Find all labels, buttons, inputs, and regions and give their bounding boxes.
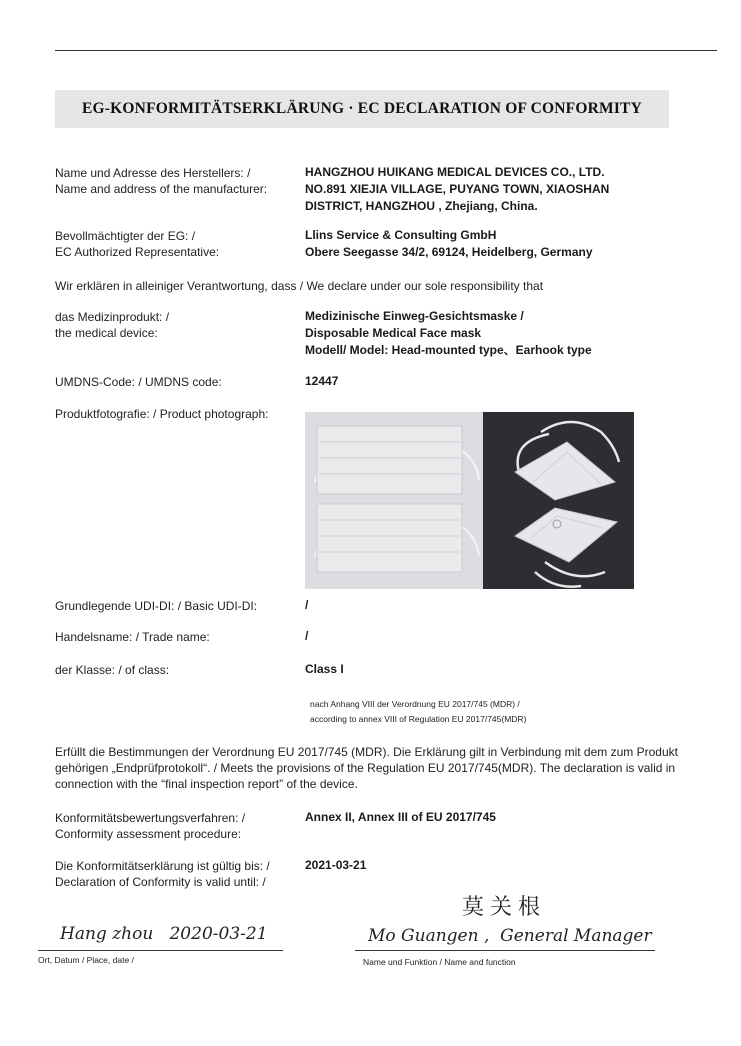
validity-label-de: Die Konformitätserklärung ist gültig bis: / (55, 859, 270, 873)
name-function-rule (355, 950, 655, 951)
document-title: EG-KONFORMITÄTSERKLÄRUNG · EC DECLARATION OF CONFORMITY (82, 100, 642, 117)
device-line-3: Modell/ Model: Head-mounted type、Earhook type (305, 343, 592, 357)
fulfils-line-2: gehörigen „Endprüfprotokoll“. / Meets the provisions of the Regulation EU 2017/745(MDR). The declaration is valid in (55, 761, 676, 775)
name-function-handwritten: Mo Guangen , General Manager (368, 926, 652, 946)
manufacturer-line-3: DISTRICT, HANGZHOU , Zhejiang, China. (305, 199, 538, 213)
udi-label: Grundlegende UDI-DI: / Basic UDI-DI: (55, 599, 258, 613)
assessment-label-en: Conformity assessment procedure: (55, 827, 242, 841)
top-rule (55, 50, 717, 51)
name-function-caption: Name und Funktion / Name and function (363, 957, 516, 967)
validity-value: 2021-03-21 (305, 858, 367, 872)
manufacturer-label-en: Name and address of the manufacturer: (55, 182, 268, 196)
fulfils-line-3: connection with the “final inspection report” of the device. (55, 777, 358, 791)
place-date-handwritten: Hang zhou 2020-03-21 (60, 924, 268, 944)
device-line-1: Medizinische Einweg-Gesichtsmaske / (305, 309, 524, 323)
trade-name-value: / (305, 629, 309, 643)
umdns-label: UMDNS-Code: / UMDNS code: (55, 375, 222, 389)
manufacturer-label-de: Name und Adresse des Herstellers: / (55, 166, 251, 180)
representative-line-2: Obere Seegasse 34/2, 69124, Heidelberg, Germany (305, 245, 593, 259)
place-date-caption: Ort, Datum / Place, date / (38, 955, 134, 965)
trade-name-label: Handelsname: / Trade name: (55, 630, 210, 644)
fulfils-line-1: Erfüllt die Bestimmungen der Verordnung EU 2017/745 (MDR). Die Erklärung gilt in Verbindung mit dem zum Produkt (55, 745, 678, 759)
place-date-rule (38, 950, 283, 951)
title-band (55, 90, 669, 128)
class-label: der Klasse: / of class: (55, 663, 170, 677)
chinese-signature: 莫关根 (462, 895, 547, 920)
photo-label: Produktfotografie: / Product photograph: (55, 407, 269, 421)
representative-label-de: Bevollmächtigter der EG: / (55, 229, 196, 243)
class-value: Class I (305, 662, 344, 676)
declaration-line: Wir erklären in alleiniger Verantwortung, dass / We declare under our sole responsibility that (55, 279, 544, 293)
representative-label-en: EC Authorized Representative: (55, 245, 220, 259)
manufacturer-line-2: NO.891 XIEJIA VILLAGE, PUYANG TOWN, XIAOSHAN (305, 182, 610, 196)
device-label-de: das Medizinprodukt: / (55, 310, 170, 324)
validity-label-en: Declaration of Conformity is valid until: / (55, 875, 266, 889)
device-label-en: the medical device: (55, 326, 158, 340)
assessment-value: Annex II, Annex III of EU 2017/745 (305, 810, 496, 824)
product-photograph (305, 412, 634, 589)
manufacturer-line-1: HANGZHOU HUIKANG MEDICAL DEVICES CO., LTD. (305, 165, 605, 179)
annex-note-line-1: nach Anhang VIII der Verordnung EU 2017/745 (MDR) / (310, 699, 520, 709)
annex-note-line-2: according to annex VIII of Regulation EU 2017/745(MDR) (310, 714, 527, 724)
udi-value: / (305, 598, 309, 612)
device-line-2: Disposable Medical Face mask (305, 326, 482, 340)
representative-line-1: Llins Service & Consulting GmbH (305, 228, 497, 242)
assessment-label-de: Konformitätsbewertungsverfahren: / (55, 811, 246, 825)
umdns-value: 12447 (305, 374, 339, 388)
